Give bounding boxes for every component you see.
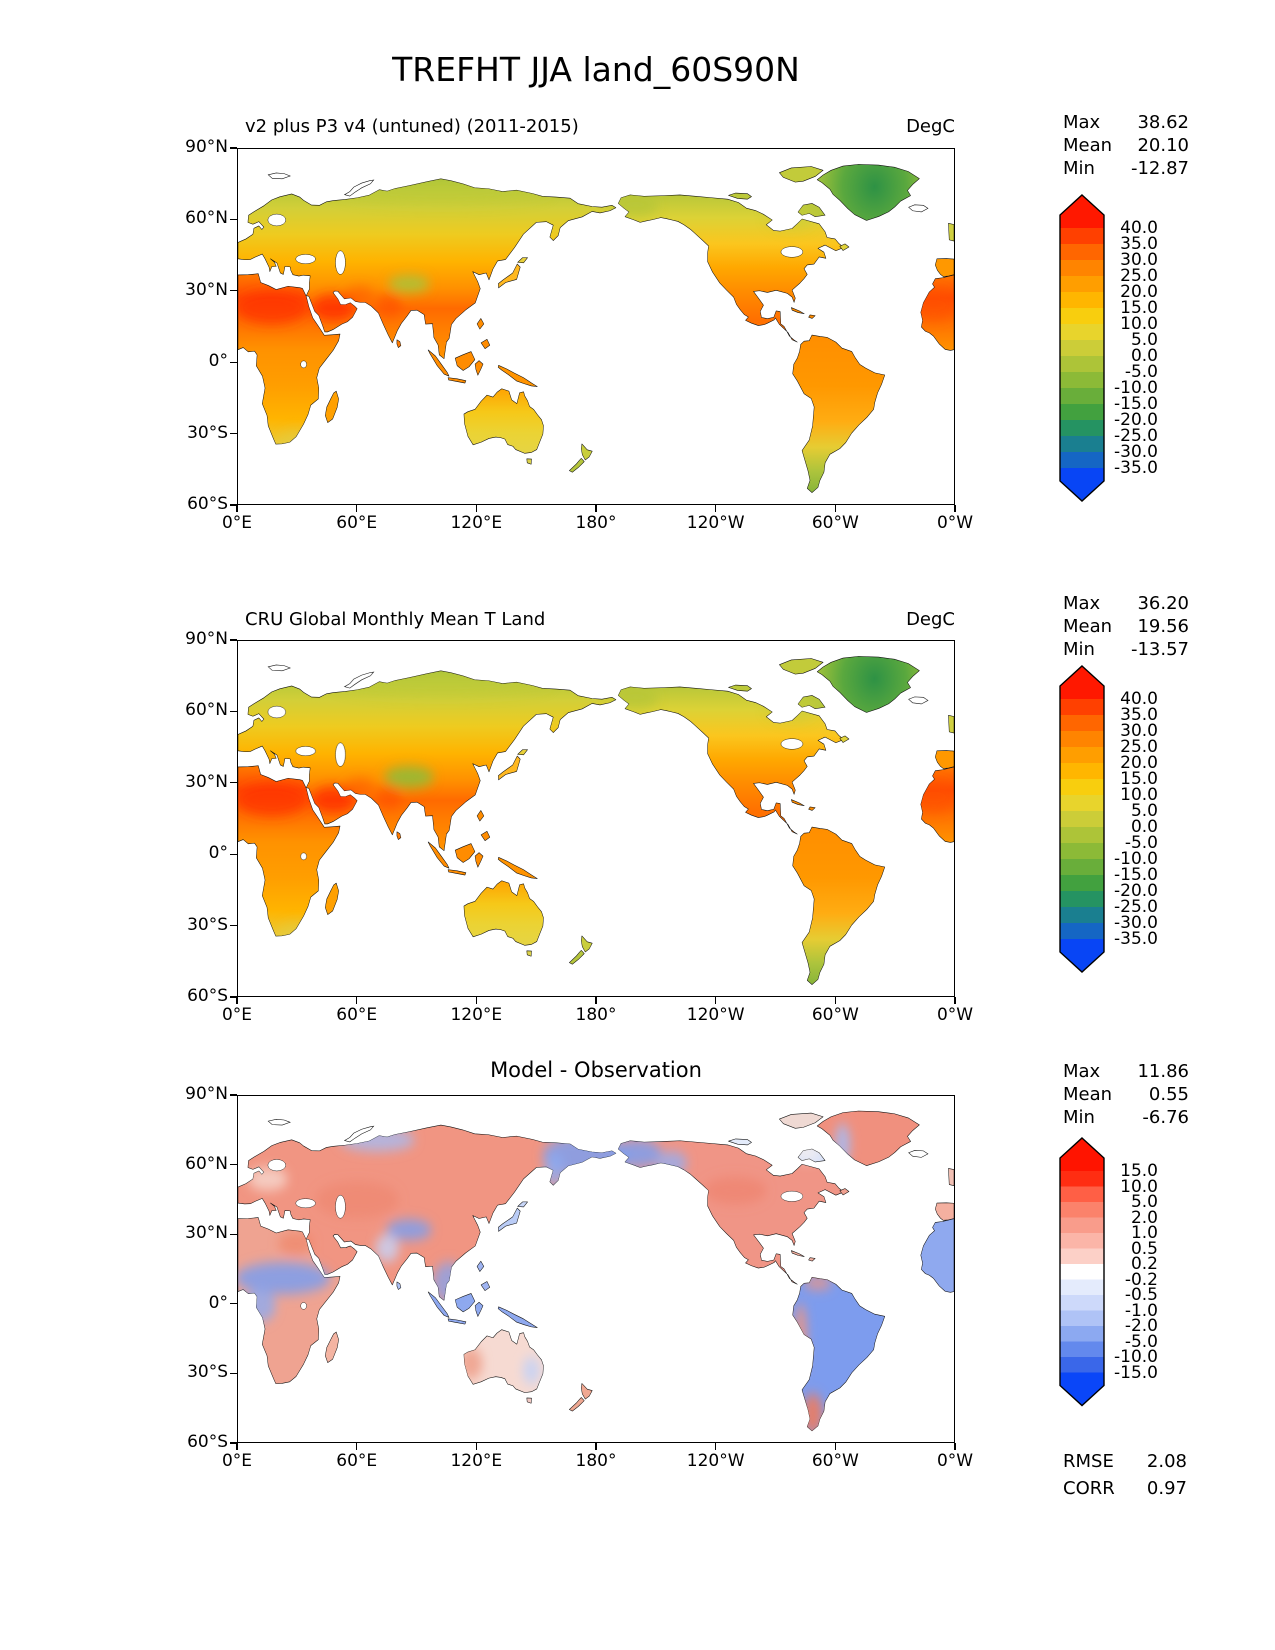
- x-tick-label: 60°E: [336, 1451, 378, 1471]
- colorbar-tick-label: -0.5: [1124, 1285, 1158, 1305]
- x-tick: [835, 997, 836, 1004]
- stat-row: [1063, 1060, 1189, 1083]
- y-tick: [230, 1373, 237, 1374]
- colorbar-tick-label: -10.0: [1114, 1347, 1158, 1367]
- colorbar-tick-label: 2.0: [1130, 1207, 1158, 1228]
- y-tick: [230, 433, 237, 434]
- stat-row: [1063, 1106, 1189, 1129]
- x-tick: [954, 997, 955, 1004]
- stat-label: CORR: [1063, 1478, 1115, 1499]
- stat-label: RMSE: [1063, 1451, 1114, 1472]
- y-tick-label: 90°N: [185, 137, 228, 157]
- colorbar-tick-label: -30.0: [1114, 913, 1158, 933]
- stat-value: -13.57: [1130, 639, 1189, 660]
- colorbar-tick-label: 25.0: [1120, 266, 1158, 286]
- y-tick: [230, 925, 237, 926]
- panel2-stats: [1063, 592, 1189, 661]
- stat-value: 36.20: [1137, 593, 1189, 614]
- y-tick: [230, 290, 237, 291]
- stat-label: Min: [1063, 1107, 1095, 1128]
- figure-title: TREFHT JJA land_60S90N: [392, 50, 800, 89]
- stat-label: Mean: [1063, 616, 1113, 637]
- colorbar-tick-label: -15.0: [1114, 1362, 1158, 1383]
- x-tick-label: 0°E: [221, 513, 253, 533]
- x-tick: [476, 505, 477, 512]
- panel1-subtitle: v2 plus P3 v4 (untuned) (2011-2015): [245, 116, 579, 137]
- x-tick-label: 180°: [575, 1005, 617, 1025]
- y-tick-label: 30°N: [185, 771, 228, 792]
- x-tick: [835, 505, 836, 512]
- y-tick: [230, 1094, 237, 1095]
- y-tick: [230, 504, 237, 505]
- colorbar-tick-label: 20.0: [1120, 753, 1158, 773]
- y-tick: [230, 1303, 237, 1304]
- stat-value: 11.86: [1137, 1061, 1189, 1082]
- colorbar-tick-label: -15.0: [1114, 865, 1158, 885]
- colorbar-tick-label: -25.0: [1114, 426, 1158, 446]
- stat-value: 0.55: [1148, 1084, 1189, 1105]
- y-tick: [230, 147, 237, 148]
- x-tick-label: 60°E: [336, 1005, 378, 1025]
- y-tick: [230, 782, 237, 783]
- x-tick: [356, 1443, 357, 1450]
- colorbar-tick-label: -5.0: [1124, 362, 1158, 382]
- y-tick-label: 60°S: [187, 1432, 228, 1452]
- x-tick: [715, 1443, 716, 1450]
- x-tick: [595, 1443, 596, 1450]
- stat-row: [1063, 111, 1189, 134]
- x-tick-label: 0°E: [221, 1451, 253, 1471]
- colorbar-tick-label: -30.0: [1114, 442, 1158, 462]
- stat-value: 19.56: [1137, 616, 1189, 637]
- y-tick-label: 0°: [208, 843, 228, 864]
- colorbar-tick-label: 0.0: [1130, 817, 1158, 837]
- y-tick: [230, 996, 237, 997]
- x-tick-label: 180°: [575, 1451, 617, 1471]
- x-tick: [835, 1443, 836, 1450]
- y-tick-label: 90°N: [185, 1084, 228, 1104]
- observation-map: [237, 640, 955, 997]
- panel3-stats: [1063, 1060, 1189, 1129]
- stat-label: Max: [1063, 1061, 1101, 1082]
- y-tick-label: 30°N: [185, 279, 228, 300]
- colorbar-tick-label: -10.0: [1114, 378, 1158, 398]
- colorbar-tick-label: 10.0: [1120, 785, 1158, 805]
- y-tick: [230, 362, 237, 363]
- colorbar-tick-label: -5.0: [1124, 833, 1158, 853]
- stat-label: Min: [1063, 158, 1095, 179]
- colorbar-tick-label: 40.0: [1120, 218, 1158, 238]
- colorbar-tick-label: 15.0: [1120, 769, 1158, 789]
- y-tick: [230, 1442, 237, 1443]
- colorbar-tick-label: 0.2: [1130, 1254, 1158, 1274]
- colorbar-tick-label: -1.0: [1124, 1300, 1158, 1321]
- y-tick-label: 30°S: [187, 1362, 228, 1383]
- x-tick: [476, 997, 477, 1004]
- y-tick-label: 60°N: [185, 208, 228, 229]
- x-tick-label: 0°E: [221, 1005, 253, 1025]
- colorbar-tick-label: 35.0: [1120, 705, 1158, 725]
- x-tick-label: 0°W: [936, 513, 974, 533]
- difference-metrics: [1063, 1448, 1187, 1502]
- colorbar-tick-label: 5.0: [1130, 801, 1158, 821]
- stat-value: 38.62: [1137, 112, 1189, 133]
- colorbar-tick-label: 25.0: [1120, 737, 1158, 757]
- colorbar: [1057, 1135, 1107, 1409]
- panel1-stats: [1063, 111, 1189, 180]
- x-tick-label: 180°: [575, 513, 617, 533]
- stat-label: Mean: [1063, 135, 1113, 156]
- colorbar-tick-label: 10.0: [1120, 314, 1158, 334]
- x-tick-label: 60°E: [336, 513, 378, 533]
- x-tick-label: 0°W: [936, 1005, 974, 1025]
- stat-row: [1063, 134, 1189, 157]
- stat-value: 0.97: [1146, 1478, 1187, 1499]
- stat-row: [1063, 592, 1189, 615]
- colorbar-tick-label: 5.0: [1130, 330, 1158, 350]
- colorbar-tick-label: -35.0: [1114, 458, 1158, 478]
- x-tick: [236, 1443, 237, 1450]
- stat-label: Min: [1063, 639, 1095, 660]
- x-tick: [356, 505, 357, 512]
- colorbar-tick-label: 10.0: [1120, 1176, 1158, 1197]
- stat-row: [1063, 615, 1189, 638]
- y-tick: [230, 639, 237, 640]
- colorbar-tick-label: -0.2: [1124, 1269, 1158, 1290]
- stat-value: -12.87: [1130, 158, 1189, 179]
- y-tick-label: 30°N: [185, 1223, 228, 1244]
- x-tick: [236, 505, 237, 512]
- x-tick-label: 60°W: [811, 513, 859, 533]
- x-tick: [595, 997, 596, 1004]
- colorbar-tick-label: -35.0: [1114, 929, 1158, 949]
- colorbar-tick-label: -10.0: [1114, 849, 1158, 869]
- difference-map: [237, 1095, 955, 1443]
- colorbar-tick-label: -15.0: [1114, 394, 1158, 414]
- y-tick-label: 60°S: [187, 986, 228, 1006]
- x-tick-label: 120°W: [686, 513, 745, 533]
- colorbar-tick-label: -2.0: [1124, 1316, 1158, 1336]
- x-tick: [715, 997, 716, 1004]
- stat-row: [1063, 157, 1189, 180]
- colorbar-tick-label: 15.0: [1120, 1161, 1158, 1181]
- x-tick: [236, 997, 237, 1004]
- panel1-units: DegC: [906, 116, 955, 137]
- colorbar: [1057, 663, 1107, 975]
- stat-row: [1063, 638, 1189, 661]
- x-tick-label: 120°W: [686, 1451, 745, 1471]
- stat-row: [1063, 1448, 1187, 1475]
- stat-value: -6.76: [1142, 1107, 1189, 1128]
- colorbar: [1057, 192, 1107, 504]
- colorbar-tick-label: 1.0: [1130, 1223, 1158, 1243]
- y-tick-label: 60°N: [185, 700, 228, 721]
- x-tick: [954, 505, 955, 512]
- stat-value: 2.08: [1146, 1451, 1187, 1472]
- colorbar-tick-label: -5.0: [1124, 1331, 1158, 1352]
- stat-row: [1063, 1083, 1189, 1106]
- y-tick: [230, 711, 237, 712]
- stat-value: 20.10: [1137, 135, 1189, 156]
- x-tick-label: 0°W: [936, 1451, 974, 1471]
- stat-label: Max: [1063, 112, 1101, 133]
- colorbar-tick-label: 0.5: [1130, 1238, 1158, 1259]
- colorbar-tick-label: 35.0: [1120, 234, 1158, 254]
- x-tick: [715, 505, 716, 512]
- model-map: [237, 148, 955, 505]
- panel2-subtitle: CRU Global Monthly Mean T Land: [245, 609, 546, 630]
- y-tick-label: 30°S: [187, 914, 228, 935]
- colorbar-tick-label: 20.0: [1120, 282, 1158, 302]
- stat-label: Max: [1063, 593, 1101, 614]
- x-tick: [954, 1443, 955, 1450]
- y-tick-label: 30°S: [187, 422, 228, 443]
- y-tick-label: 60°N: [185, 1153, 228, 1174]
- y-tick: [230, 1234, 237, 1235]
- y-tick-label: 60°S: [187, 494, 228, 514]
- panel3-title: Model - Observation: [490, 1058, 702, 1082]
- x-tick-label: 120°W: [686, 1005, 745, 1025]
- y-tick-label: 0°: [208, 1292, 228, 1313]
- colorbar-tick-label: 5.0: [1130, 1192, 1158, 1212]
- y-tick: [230, 854, 237, 855]
- colorbar-tick-label: 30.0: [1120, 721, 1158, 741]
- colorbar-tick-label: 0.0: [1130, 346, 1158, 366]
- colorbar-tick-label: 30.0: [1120, 250, 1158, 270]
- x-tick-label: 120°E: [450, 513, 503, 533]
- x-tick: [595, 505, 596, 512]
- x-tick: [476, 1443, 477, 1450]
- colorbar-tick-label: 15.0: [1120, 298, 1158, 318]
- colorbar-tick-label: 40.0: [1120, 689, 1158, 709]
- colorbar-tick-label: -20.0: [1114, 410, 1158, 430]
- y-tick-label: 90°N: [185, 629, 228, 649]
- y-tick-label: 0°: [208, 351, 228, 372]
- y-tick: [230, 219, 237, 220]
- y-tick: [230, 1164, 237, 1165]
- colorbar-tick-label: -20.0: [1114, 881, 1158, 901]
- x-tick-label: 120°E: [450, 1451, 503, 1471]
- x-tick: [356, 997, 357, 1004]
- x-tick-label: 60°W: [811, 1451, 859, 1471]
- stat-label: Mean: [1063, 1084, 1113, 1105]
- x-tick-label: 120°E: [450, 1005, 503, 1025]
- colorbar-tick-label: -25.0: [1114, 897, 1158, 917]
- x-tick-label: 60°W: [811, 1005, 859, 1025]
- stat-row: [1063, 1475, 1187, 1502]
- panel2-units: DegC: [906, 609, 955, 630]
